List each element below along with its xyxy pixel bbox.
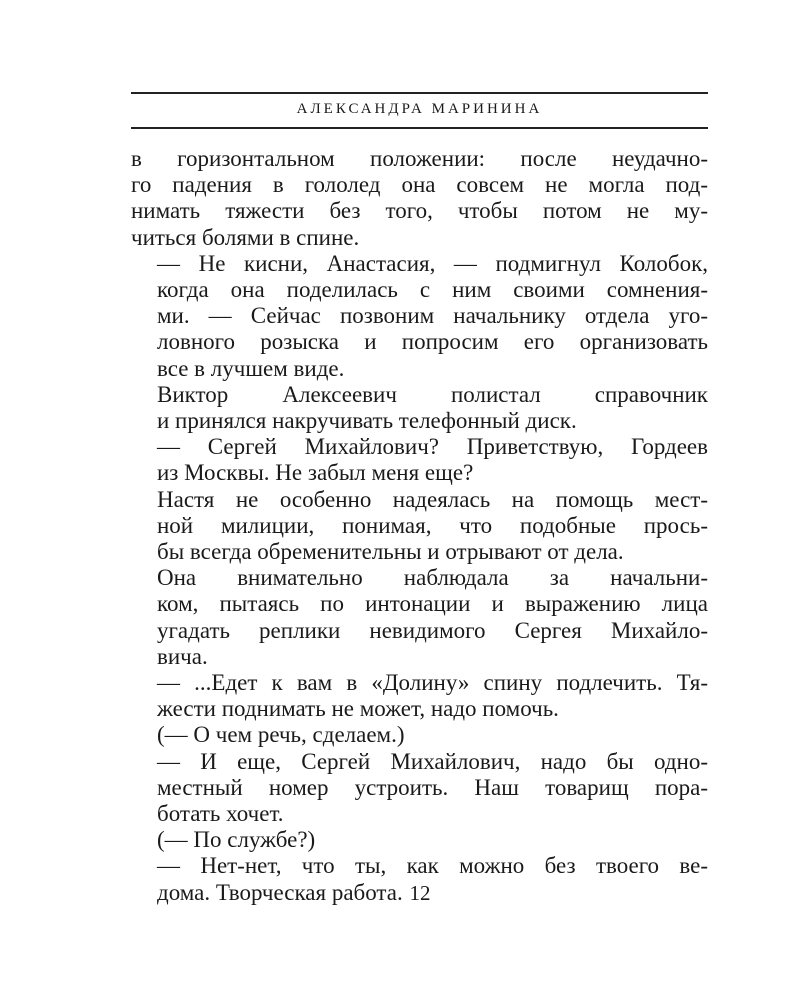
text-line: читься болями в спине. bbox=[131, 224, 360, 250]
body-text bbox=[131, 146, 708, 906]
text-line: жести поднимать не может, надо помочь. bbox=[157, 696, 559, 722]
text-line: — Нет-нет, что ты, как можно без твоего ве- bbox=[157, 853, 708, 879]
header-rule-top bbox=[131, 92, 708, 94]
text-line: из Москвы. Не забыл меня еще? bbox=[157, 460, 474, 486]
paragraph-5 bbox=[131, 487, 708, 566]
text-line: (— О чем речь, сделаем.) bbox=[157, 722, 405, 748]
page-number: 12 bbox=[409, 881, 431, 905]
text-line: дома. Творческая работа. bbox=[157, 879, 403, 905]
text-line: ловного розыска и попросим его организовать bbox=[157, 329, 708, 355]
paragraph-3 bbox=[131, 382, 708, 434]
text-line: го падения в гололед она совсем не могла под- bbox=[131, 172, 708, 198]
text-line: все в лучшем виде. bbox=[157, 355, 345, 381]
header-rule-bottom bbox=[131, 127, 708, 129]
paragraph-7 bbox=[131, 670, 708, 722]
text-line: местный номер устроить. Наш товарищ пора- bbox=[157, 774, 708, 800]
text-line: вича. bbox=[157, 643, 208, 669]
text-line: ботать хочет. bbox=[157, 801, 284, 827]
text-line: — Не кисни, Анастасия, — подмигнул Колобок, bbox=[157, 250, 708, 276]
paragraph-10 bbox=[131, 827, 708, 853]
text-line: ми. — Сейчас позвоним начальнику отдела уго- bbox=[157, 303, 708, 329]
running-title: АЛЕКСАНДРА МАРИНИНА bbox=[296, 101, 543, 117]
text-line: в горизонтальном положении: после неудачно- bbox=[131, 146, 708, 171]
text-line: Она внимательно наблюдала за начальни- bbox=[157, 565, 708, 591]
paragraph-2 bbox=[131, 251, 708, 382]
text-line: бы всегда обременительны и отрывают от дела. bbox=[157, 539, 624, 565]
paragraph-1 bbox=[131, 146, 708, 251]
text-line: ной милиции, понимая, что подобные прось- bbox=[157, 512, 708, 538]
text-line: когда она поделилась с ним своими сомнения- bbox=[157, 277, 708, 303]
text-line: — И еще, Сергей Михайлович, надо бы одно- bbox=[157, 748, 708, 774]
text-line: Настя не особенно надеялась на помощь мест- bbox=[157, 486, 708, 512]
paragraph-8 bbox=[131, 722, 708, 748]
text-line: (— По службе?) bbox=[157, 827, 316, 853]
paragraph-4 bbox=[131, 434, 708, 486]
text-line: — Сергей Михайлович? Приветствую, Гордеев bbox=[157, 434, 708, 460]
text-line: нимать тяжести без того, чтобы потом не му- bbox=[131, 198, 708, 224]
paragraph-9 bbox=[131, 749, 708, 828]
text-line: — ...Едет к вам в «Долину» спину подлечить. Тя- bbox=[157, 670, 708, 696]
text-line: Виктор Алексеевич полистал справочник bbox=[157, 381, 708, 407]
text-line: ком, пытаясь по интонации и выражению лица bbox=[157, 591, 708, 617]
paragraph-6 bbox=[131, 565, 708, 670]
text-line: и принялся накручивать телефонный диск. bbox=[157, 408, 577, 434]
text-line: угадать реплики невидимого Сергея Михайло- bbox=[157, 617, 708, 643]
